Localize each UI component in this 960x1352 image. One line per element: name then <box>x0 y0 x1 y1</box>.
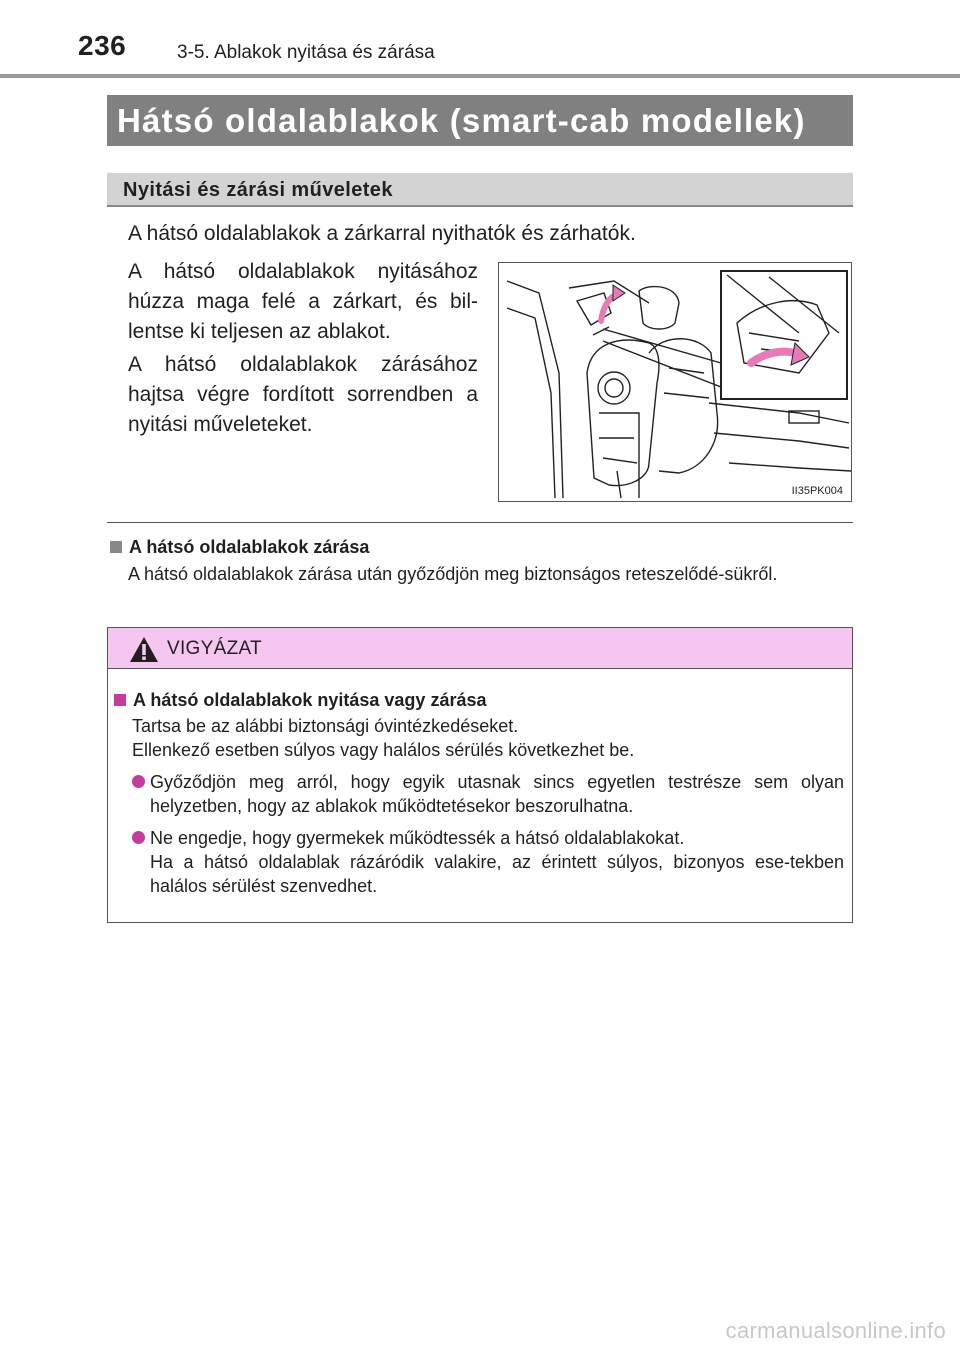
caution-heading-text: A hátsó oldalablakok nyitása vagy zárása <box>133 690 487 710</box>
caution-line: Tartsa be az alábbi biztonsági óvintézkedéseket. <box>132 716 519 736</box>
caution-line: Ellenkező esetben súlyos vagy halálos sérülés következhet be. <box>132 740 635 760</box>
bullet-text: Ne engedje, hogy gyermekek működtessék a hátsó oldalablakokat. <box>150 828 685 848</box>
caution-box <box>107 627 853 923</box>
illustration-figure <box>498 262 852 502</box>
square-bullet-icon <box>110 541 122 553</box>
intro-text: A hátsó oldalablakok a zárkarral nyithatók és zárhatók. <box>128 222 636 245</box>
caution-header <box>108 628 852 669</box>
page-title: Hátsó oldalablakok (smart-cab modellek) <box>107 95 853 146</box>
section-heading <box>110 535 369 559</box>
header-rule <box>0 74 960 78</box>
caution-label: VIGYÁZAT <box>167 638 262 659</box>
square-bullet-icon <box>114 694 126 706</box>
caution-bullet-item <box>132 770 844 818</box>
figure-code: II35PK004 <box>791 485 843 497</box>
paragraph-opening: A hátsó oldalablakok nyitásához húzza maga felé a zárkart, és bil-lentse ki teljesen az ablakot. <box>128 260 478 343</box>
paragraph-closing: A hátsó oldalablakok zárásához hajtsa végre fordított sorrendben a nyitási műveleteket. <box>128 353 478 436</box>
subsection-heading: Nyitási és zárási műveletek <box>107 173 853 207</box>
caution-bullet-item <box>132 826 844 898</box>
bullet-text: Ha a hátsó oldalablak rázáródik valakire, az érintett súlyos, bizonyos ese-tekben halálos sérülést szenvedhet. <box>150 852 844 896</box>
bullet-text: Győződjön meg arról, hogy egyik utasnak sincs egyetlen testrésze sem olyan helyzetben, hogy az ablakok működtetésekor beszorulhatna. <box>150 772 844 816</box>
page-number: 236 <box>78 30 127 61</box>
caution-heading <box>114 688 487 712</box>
warning-triangle-icon <box>129 636 159 663</box>
section-heading-text: A hátsó oldalablakok zárása <box>129 537 370 557</box>
section-divider <box>107 522 853 523</box>
watermark: carmanualsonline.info <box>725 1318 946 1343</box>
section-body: A hátsó oldalablakok zárása után győződjön meg biztonságos reteszelődé-sükről. <box>128 564 778 584</box>
caution-text <box>132 714 844 762</box>
bullet-dot-icon <box>132 775 145 788</box>
running-head: 3-5. Ablakok nyitása és zárása <box>177 42 435 63</box>
rear-cab-window-illustration <box>499 263 852 502</box>
bullet-dot-icon <box>132 831 145 844</box>
